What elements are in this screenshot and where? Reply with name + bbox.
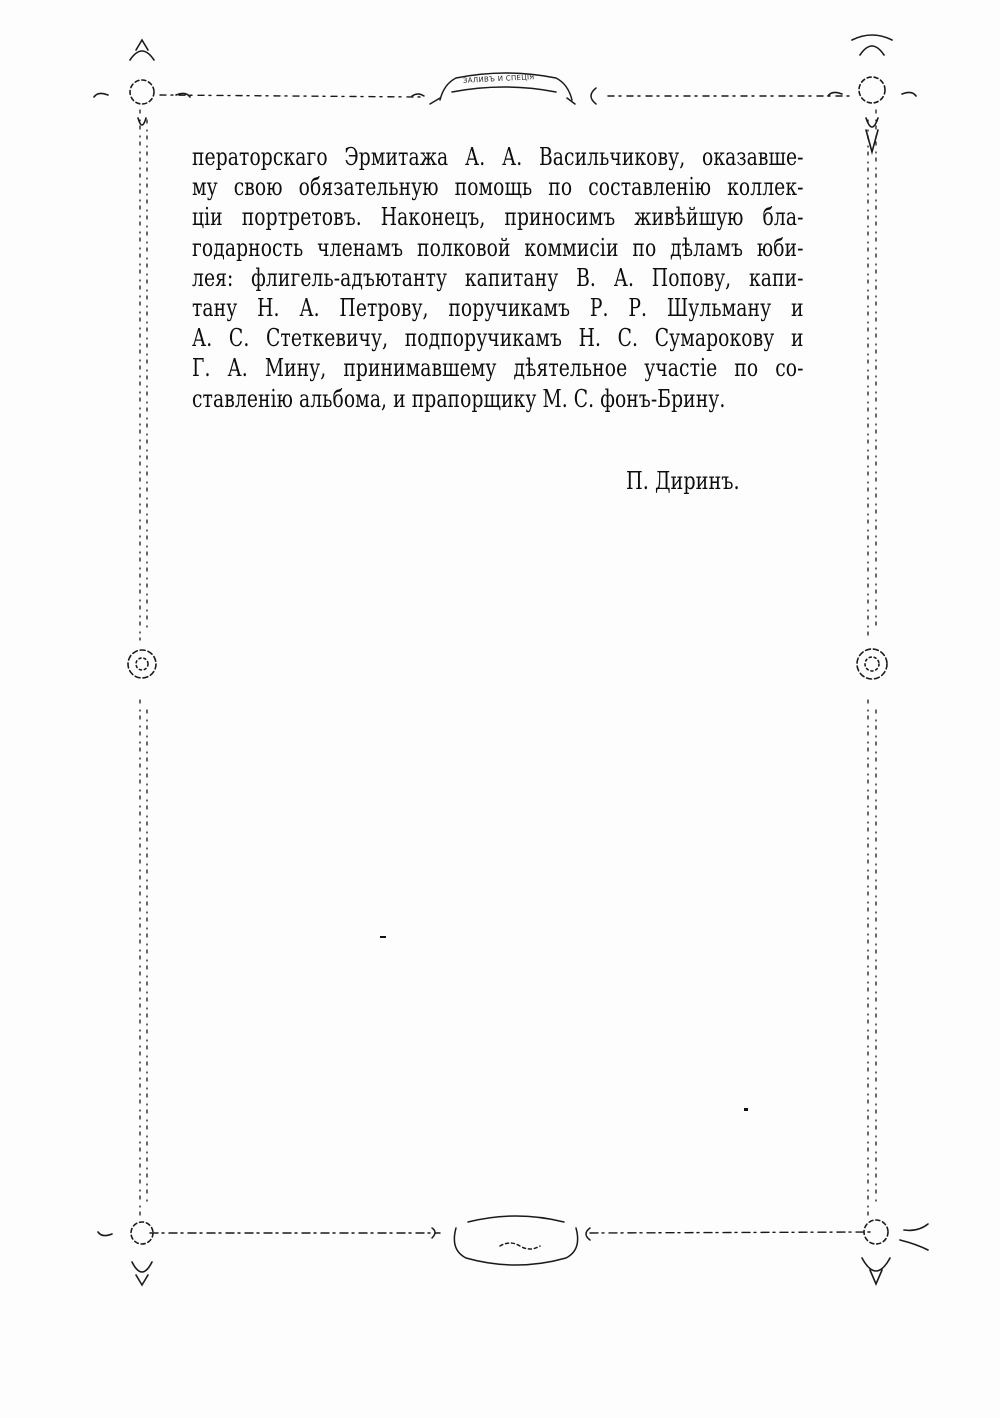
ink-speck xyxy=(744,1108,748,1111)
paragraph-line: Г. А. Мину, принимавшему дѣятельное участіе по со- xyxy=(192,354,804,383)
corner-medallion-bottom-right xyxy=(862,1220,928,1284)
paragraph-line: ціи портретовъ. Наконецъ, приносимъ живѣйшую бла- xyxy=(192,203,804,232)
paragraph-line: А. С. Стеткевичу, подпоручикамъ Н. С. Сумарокову и xyxy=(192,324,804,353)
paragraph-line: ставленію альбома, и прапорщику М. С. фонъ-Брину. xyxy=(192,384,726,413)
paragraph-line: тану Н. А. Петрову, поручикамъ Р. Р. Шульману и xyxy=(192,293,804,322)
corner-medallion-top-right xyxy=(828,35,916,152)
author-signature: П. Диринъ. xyxy=(626,467,740,495)
corner-medallion-top-left xyxy=(94,40,190,125)
paragraph-line: ператорскаго Эрмитажа А. А. Васильчикову, оказавше- xyxy=(192,143,804,171)
banner-label: ЗАЛИВЪ И СПЕЦІЯ xyxy=(462,73,535,85)
corner-medallion-bottom-left xyxy=(98,1222,153,1285)
paragraph-line: годарность членамъ полковой коммисіи по дѣламъ юби- xyxy=(192,233,804,262)
left-border-line xyxy=(140,110,147,1215)
side-medallion-left xyxy=(128,650,156,678)
bottom-border-line xyxy=(150,1232,870,1233)
paragraph-line: му свою обязательную помощь по составленію коллек- xyxy=(192,173,804,202)
side-medallion-right xyxy=(857,649,887,679)
top-border-line xyxy=(160,95,850,97)
body-paragraph xyxy=(192,142,804,414)
right-border-line xyxy=(868,110,876,1215)
bottom-center-cartouche xyxy=(432,1216,590,1265)
paragraph-line: лея: флигель-адъютанту капитану В. А. Попову, капи- xyxy=(192,263,804,292)
ink-speck xyxy=(380,936,386,938)
